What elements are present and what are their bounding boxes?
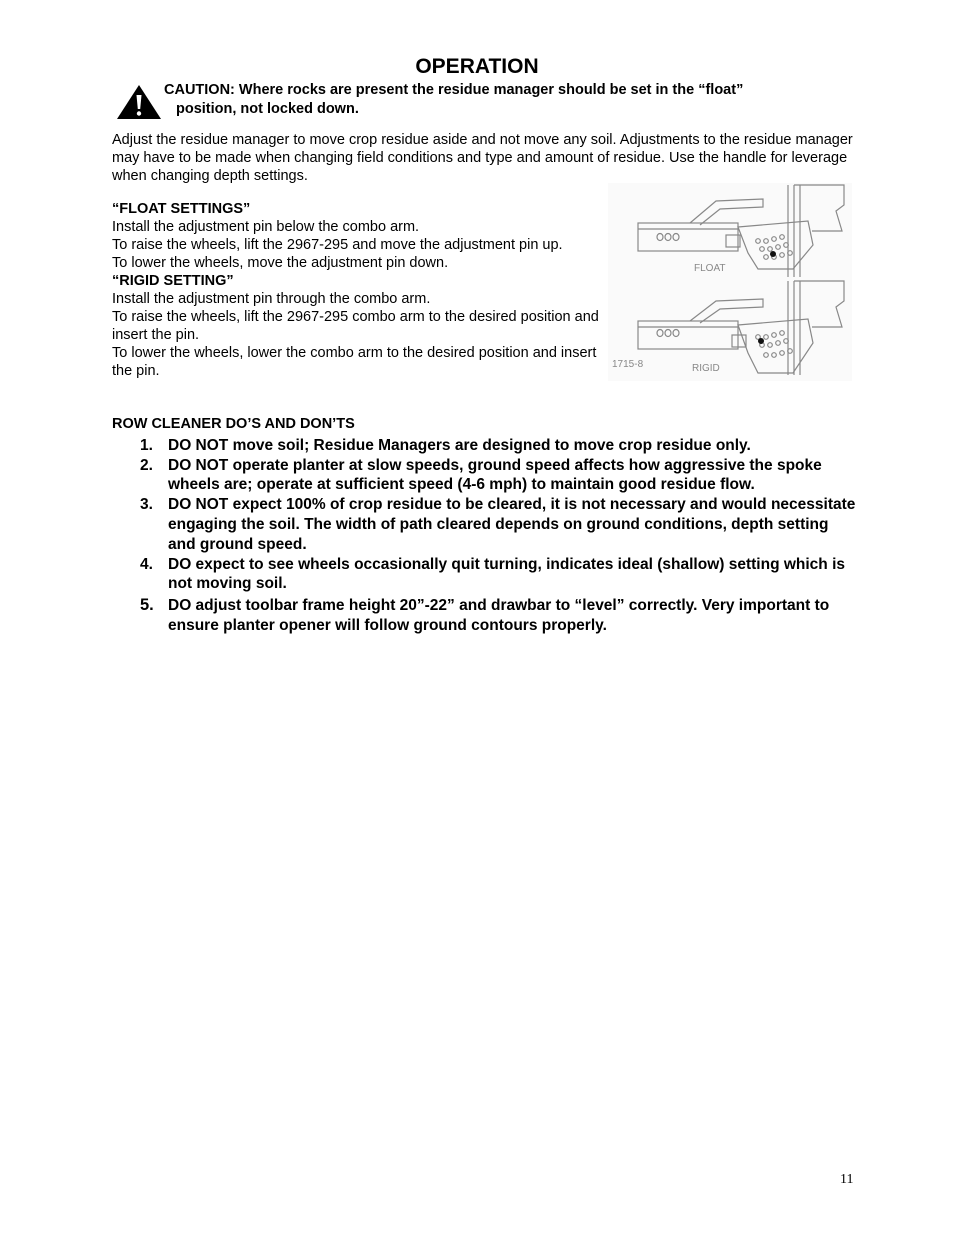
float-label: FLOAT: [694, 263, 726, 274]
list-item: [112, 436, 857, 456]
list-item-number: 2.: [140, 456, 153, 474]
list-item: [112, 456, 857, 496]
caution-line-2: position, not locked down.: [176, 100, 359, 117]
warning-icon: [116, 84, 162, 120]
list-item: [112, 596, 857, 636]
list-item-text: DO adjust toolbar frame height 20”-22” and drawbar to “level” correctly. Very important to ensure planter opener will follow ground contours properly.: [168, 597, 830, 634]
list-item: [112, 495, 857, 554]
rigid-setting-heading: “RIGID SETTING”: [112, 273, 234, 289]
list-item-number: 4.: [140, 555, 153, 573]
row-cleaner-heading: ROW CLEANER DO’S AND DON’TS: [112, 416, 355, 432]
row-cleaner-list: [112, 436, 857, 636]
page-number: 11: [840, 1172, 854, 1187]
row-cleaner-section: [112, 415, 857, 636]
float-line-3: To lower the wheels, move the adjustment pin down.: [112, 255, 449, 271]
list-item-text: DO NOT expect 100% of crop residue to be cleared, it is not necessary and would necessitate engaging the soil. The width of path cleared depends on ground conditions, depth setting and ground speed.: [168, 496, 856, 553]
list-item-number: 5.: [140, 596, 154, 615]
list-item-text: DO NOT operate planter at slow speeds, ground speed affects how aggressive the spoke wheels are; operate at sufficient speed (4-6 mph) to maintain good residue flow.: [168, 456, 822, 494]
settings-section: [112, 200, 600, 380]
float-line-2: To raise the wheels, lift the 2967-295 and move the adjustment pin up.: [112, 237, 563, 253]
page-title: OPERATION: [415, 55, 539, 78]
list-item: [112, 555, 857, 595]
float-settings-heading: “FLOAT SETTINGS”: [112, 201, 251, 217]
part-number-label: 1715-8: [612, 359, 644, 370]
rigid-label: RIGID: [692, 363, 720, 374]
list-item-text: DO NOT move soil; Residue Managers are designed to move crop residue only.: [168, 436, 751, 454]
rigid-line-3: To lower the wheels, lower the combo arm to the desired position and insert the pin.: [112, 345, 597, 379]
caution-notice: [164, 81, 824, 118]
rigid-line-2: To raise the wheels, lift the 2967-295 combo arm to the desired position and insert the pin.: [112, 309, 599, 343]
float-rigid-diagram: [608, 183, 852, 381]
float-line-1: Install the adjustment pin below the combo arm.: [112, 219, 420, 235]
caution-line-1: CAUTION: Where rocks are present the residue manager should be set in the “float”: [164, 82, 744, 98]
intro-paragraph: Adjust the residue manager to move crop residue aside and not move any soil. Adjustments to the residue manager may have to be made when changing field conditions and type and amount of residue. Use the handle for leverage when changing depth settings.: [112, 132, 853, 184]
rigid-line-1: Install the adjustment pin through the combo arm.: [112, 291, 431, 307]
list-item-number: 1.: [140, 436, 153, 454]
list-item-number: 3.: [140, 496, 153, 514]
list-item-text: DO expect to see wheels occasionally quit turning, indicates ideal (shallow) setting which is not moving soil.: [168, 555, 845, 593]
